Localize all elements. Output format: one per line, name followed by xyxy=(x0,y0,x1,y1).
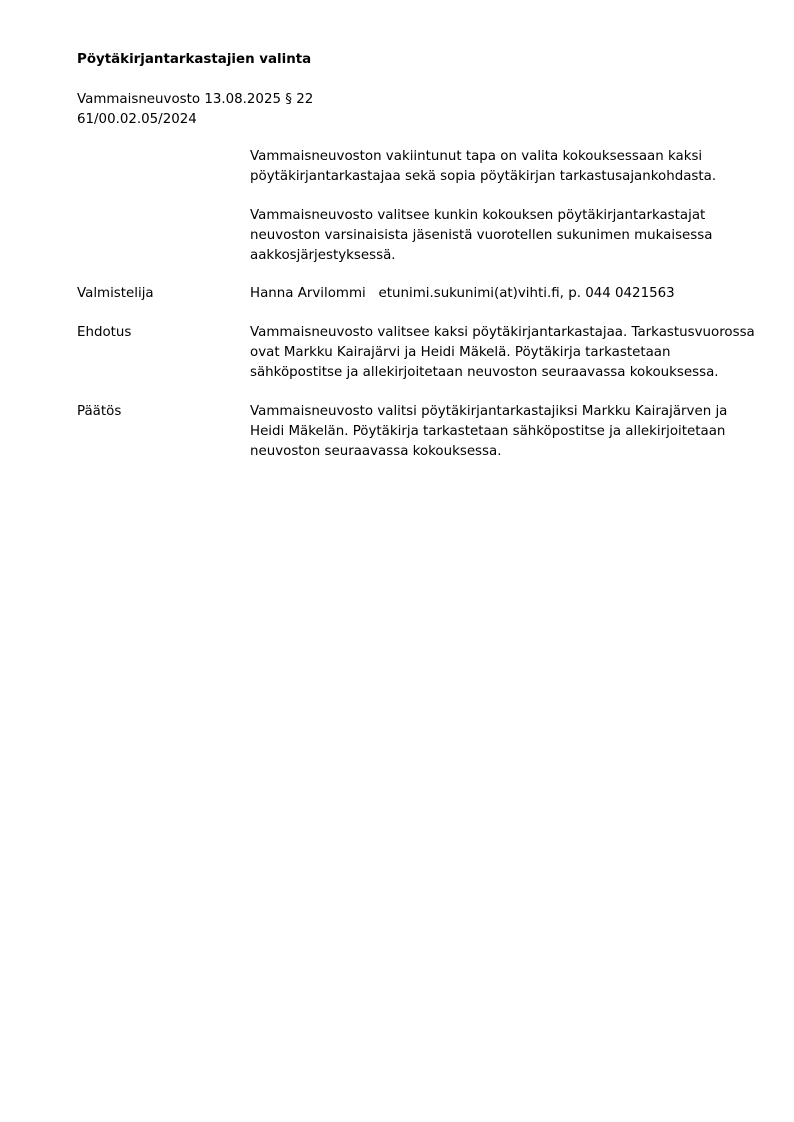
text-line: Heidi Mäkelän. Pöytäkirja tarkastetaan sähköpostitse ja allekirjoitetaan xyxy=(250,424,726,439)
document-number: 61/00.02.05/2024 xyxy=(77,112,197,127)
text-line: pöytäkirjantarkastajaa sekä sopia pöytäkirjan tarkastusajankohdasta. xyxy=(250,169,717,184)
preparer-label: Valmistelija xyxy=(77,286,154,301)
decision-text xyxy=(250,402,750,462)
text-line: Vammaisneuvoston vakiintunut tapa on valita kokouksessaan kaksi xyxy=(250,149,703,164)
intro-paragraph-2 xyxy=(250,206,750,266)
text-line: ovat Markku Kairajärvi ja Heidi Mäkelä. Pöytäkirja tarkastetaan xyxy=(250,345,671,360)
text-line: neuvoston seuraavassa kokouksessa. xyxy=(250,444,502,459)
preparer-value: Hanna Arvilommi etunimi.sukunimi(at)vihti.fi, p. 044 0421563 xyxy=(250,286,675,301)
proposal-text xyxy=(250,323,755,383)
text-line: Vammaisneuvosto valitsi pöytäkirjantarkastajiksi Markku Kairajärven ja xyxy=(250,404,728,419)
text-line: sähköpostitse ja allekirjoitetaan neuvoston seuraavassa kokouksessa. xyxy=(250,365,719,380)
text-line: Vammaisneuvosto valitsee kunkin kokouksen pöytäkirjantarkastajat xyxy=(250,208,706,223)
intro-paragraph-1 xyxy=(250,147,750,187)
decision-label: Päätös xyxy=(77,404,122,419)
session-reference: Vammaisneuvosto 13.08.2025 § 22 xyxy=(77,92,314,107)
text-line: aakkosjärjestyksessä. xyxy=(250,248,396,263)
text-line: neuvoston varsinaisista jäsenistä vuorotellen sukunimen mukaisessa xyxy=(250,228,713,243)
text-line: Vammaisneuvosto valitsee kaksi pöytäkirjantarkastajaa. Tarkastusvuorossa xyxy=(250,325,755,340)
page-title: Pöytäkirjantarkastajien valinta xyxy=(77,52,312,67)
proposal-label: Ehdotus xyxy=(77,325,132,340)
